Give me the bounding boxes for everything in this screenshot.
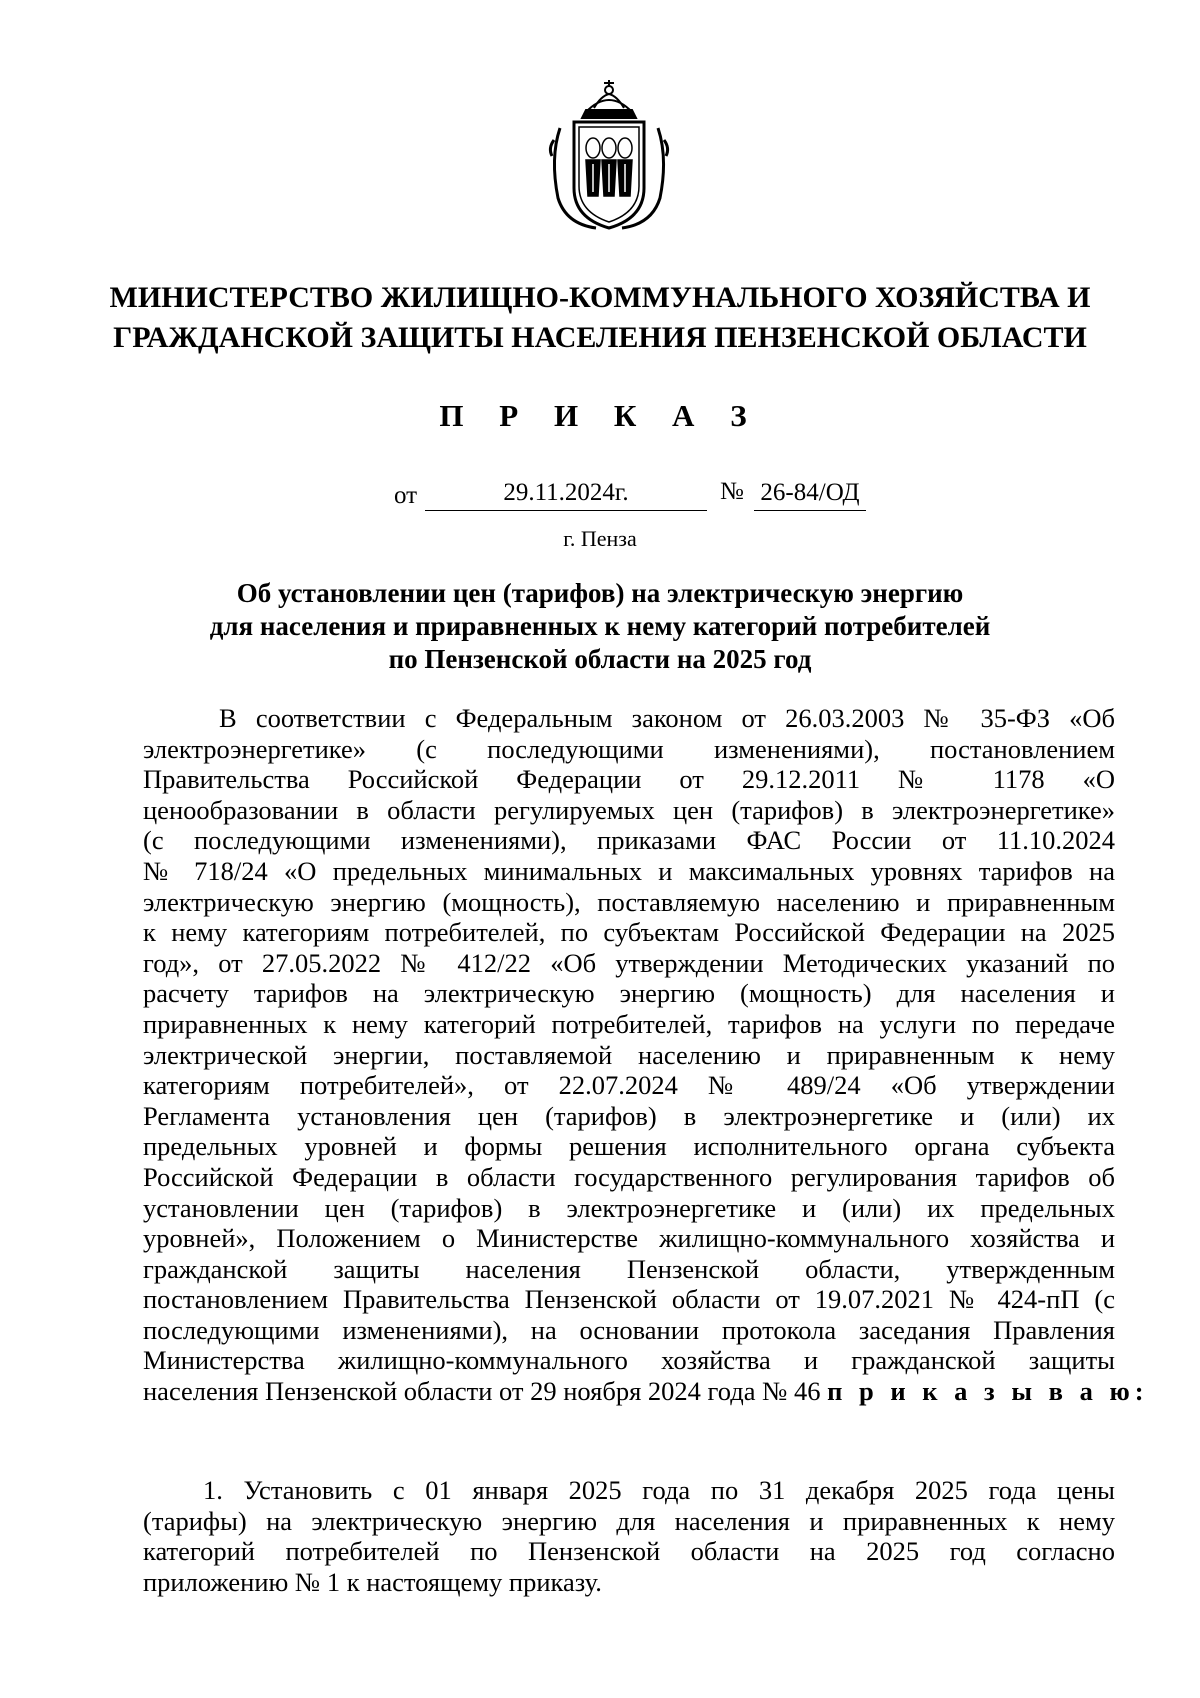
ministry-name-line-1: МИНИСТЕРСТВО ЖИЛИЩНО-КОММУНАЛЬНОГО ХОЗЯЙСТВА И — [109, 281, 1091, 314]
paragraph-line: ценообразовании в области регулируемых цен (тарифов) в электроэнергетике» — [143, 794, 1115, 825]
paragraph-line: 1. Установить с 01 января 2025 года по 31 декабря 2025 года цены — [203, 1475, 1115, 1505]
paragraph-line: В соответствии с Федеральным законом от 26.03.2003 № 35-ФЗ «Об — [219, 703, 1115, 733]
ministry-name — [100, 278, 1100, 358]
title-line-2: для населения и приравненных к нему категорий потребителей — [209, 611, 991, 641]
paragraph-line: уровней», Положением о Министерстве жилищно-коммунального хозяйства и — [143, 1223, 1115, 1254]
paragraph-line: Регламента установления цен (тарифов) в электроэнергетике и (или) их — [143, 1100, 1115, 1131]
title-line-3: по Пензенской области на 2025 год — [388, 644, 812, 674]
paragraph-line: № 718/24 «О предельных минимальных и максимальных уровнях тарифов на — [143, 855, 1115, 886]
paragraph-line: (тарифы) на электрическую энергию для населения и приравненных к нему — [143, 1505, 1115, 1536]
paragraph-line: категориям потребителей», от 22.07.2024 № 489/24 «Об утверждении — [143, 1070, 1115, 1101]
ministry-name-line-2: ГРАЖДАНСКОЙ ЗАЩИТЫ НАСЕЛЕНИЯ ПЕНЗЕНСКОЙ ОБЛАСТИ — [113, 321, 1087, 354]
city: г. Пенза — [563, 526, 637, 551]
order-number: 26-84/ОД — [754, 476, 866, 511]
paragraph-line: (с последующими изменениями), приказами ФАС России от 11.10.2024 — [143, 825, 1115, 856]
paragraph-line: предельных уровней и формы решения исполнительного органа субъекта — [143, 1131, 1115, 1162]
order-heading: П Р И К А З — [439, 398, 761, 433]
paragraph-line: расчету тарифов на электрическую энергию (мощность) для населения и — [143, 978, 1115, 1009]
item-1-paragraph — [143, 1475, 1115, 1597]
order-date: 29.11.2024г. — [425, 476, 707, 511]
paragraph-line: Министерства жилищно-коммунального хозяйства и гражданской защиты — [143, 1345, 1115, 1376]
paragraph-line: установлении цен (тарифов) в электроэнергетике и (или) их предельных — [143, 1192, 1115, 1223]
paragraph-line: категорий потребителей по Пензенской области на 2025 год согласно — [143, 1536, 1115, 1567]
paragraph-line: Российской Федерации в области государственного регулирования тарифов об — [143, 1161, 1115, 1192]
paragraph-line: электроэнергетике» (с последующими изменениями), постановлением — [143, 733, 1115, 764]
paragraph-line: электрическую энергию (мощность), поставляемую населению и приравненным — [143, 886, 1115, 917]
paragraph-line: электрической энергии, поставляемой населению и приравненным к нему — [143, 1039, 1115, 1070]
paragraph-last-line: приложению № 1 к настоящему приказу. — [143, 1566, 602, 1597]
order-date-number-line — [0, 476, 1200, 512]
paragraph-last-line — [143, 1376, 1149, 1407]
paragraph-line: гражданской защиты населения Пензенской области, утвержденным — [143, 1253, 1115, 1284]
paragraph-line: постановлением Правительства Пензенской области от 19.07.2021 № 424-пП (с — [143, 1284, 1115, 1315]
paragraph-line: год», от 27.05.2022 № 412/22 «Об утверждении Методических указаний по — [143, 947, 1115, 978]
order-verb: п р и к а з ы в а ю: — [827, 1376, 1149, 1407]
preamble-paragraph — [143, 703, 1149, 1407]
number-label: № — [720, 478, 744, 505]
title-line-1: Об установлении цен (тарифов) на электрическую энергию — [236, 578, 964, 608]
paragraph-line: к нему категориям потребителей, по субъектам Российской Федерации на 2025 — [143, 917, 1115, 948]
paragraph-last-line-text: населения Пензенской области от 29 ноября 2024 года № 46 — [143, 1376, 821, 1407]
penza-oblast-coat-of-arms-icon — [546, 78, 672, 236]
document-title — [100, 577, 1100, 676]
paragraph-line: Правительства Российской Федерации от 29.12.2011 № 1178 «О — [143, 764, 1115, 795]
paragraph-line: приравненных к нему категорий потребителей, тарифов на услуги по передаче — [143, 1008, 1115, 1039]
from-label: от — [394, 482, 418, 509]
paragraph-line: последующими изменениями), на основании протокола заседания Правления — [143, 1314, 1115, 1345]
